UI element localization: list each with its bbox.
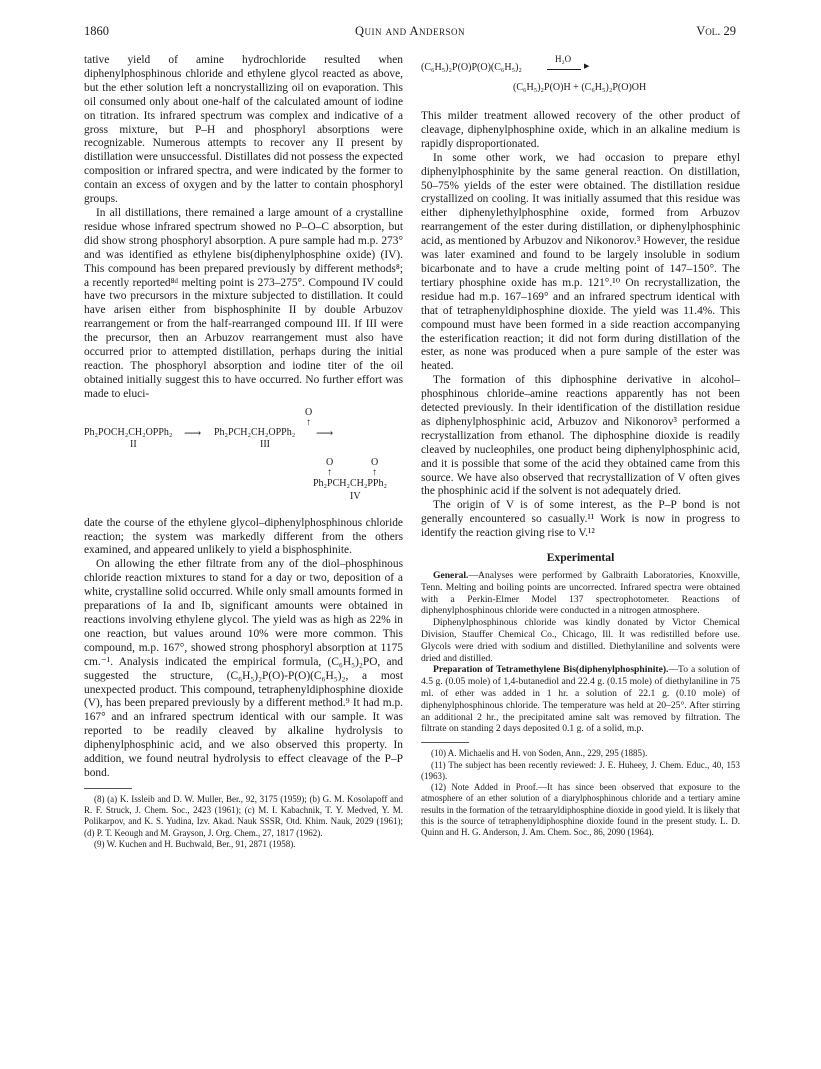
label-IV: IV — [350, 490, 361, 502]
preparation-heading: Preparation of Tetramethylene Bis(diphenylphosphinite). — [433, 664, 669, 676]
label-III: III — [260, 438, 270, 450]
right-footnotes — [421, 748, 740, 838]
section-title-experimental: Experimental — [546, 551, 615, 565]
equation-reagent: H₂O — [555, 54, 572, 64]
equation-reactant: (C₆H₅)₂P(O)P(O)(C₆H₅)₂ — [421, 62, 522, 73]
footnote-rule-right — [421, 742, 469, 743]
left-paragraph-4: On allowing the ether filtrate from any of the diol–phosphinous chloride reaction mixtures to stand for a day or two, deposition of a white, crystalline solid occurred. While only small amounts formed in preparations of Ia and Ib, significant amounts were obtained in reactions involving ethylene glycol. The yield was as high as 22% in one reaction, but values around 10% were more common. This compound, m.p. 167°, showed strong phosphoryl absorption at 1175 cm.⁻¹. Analysis indicated the empirical formula, (C₆H₅)₂PO, and suggested the structure, (C₆H₅)₂P(O)-P(O)(C₆H₅)₂, a most unexpected product. This compound, tetraphenyldiphosphine dioxide (V), has been prepared previously by a different method.⁹ It had m.p. 167° and an infrared spectrum identical with our sample. It was reported to be readily cleaved by alkaline hydrolysis to diphenylphosphinic acid, and we also observed this property. In addition, we found neutral hydrolysis to effect cleavage of the P–P bond. — [84, 558, 403, 779]
experimental-preparation — [421, 664, 740, 735]
footnote-9: (9) W. Kuchen and H. Buchwald, Ber., 91, 2871 (1958). — [94, 839, 296, 850]
equation-products: (C₆H₅)₂P(O)H + (C₆H₅)₂P(O)OH — [513, 82, 647, 93]
left-footnotes — [84, 794, 403, 850]
arrow-up-III: ↑ — [306, 416, 311, 428]
hydrolysis-equation — [421, 54, 740, 106]
right-paragraph-4: The origin of V is of some interest, as the P–P bond is not generally encountered so casually.¹¹ Work is now in progress to identify the reaction giving rise to V.¹² — [421, 499, 740, 540]
experimental-materials: Diphenylphosphinous chloride was kindly donated by Victor Chemical Division, Stauffer Chemical Co., Chicago, Ill. It was redistilled before use. Glycols were dried with sodium and distilled. Diethylaniline and solvents were dried and distilled. — [421, 617, 740, 664]
experimental-body — [421, 570, 740, 735]
oxygen-label-IV-b: O — [371, 456, 379, 468]
reaction-scheme — [84, 407, 403, 509]
left-paragraph-3: date the course of the ethylene glycol–diphenylphosphinous chloride reaction; the system was markedly different from the others examined, and appeared unlikely to yield a bisphosphinite. — [84, 516, 403, 557]
footnote-8: (8) (a) K. Issleib and D. W. Muller, Ber., 92, 3175 (1959); (b) G. M. Kosolapoff and R. F. Struck, J. Chem. Soc., 2423 (1961); (c) M. I. Kabachnik, T. Y. Medved, Y. M. Polikarpov, and K. S. Yudina, Izv. Akad. Nauk SSSR, Otd. Khim. Nauk, 2029 (1961); (d) P. T. Keough and M. Grayson, J. Org. Chem., 27, 1817 (1962). — [84, 793, 403, 838]
footnote-10: (10) A. Michaelis and H. von Soden, Ann., 229, 295 (1885). — [431, 748, 648, 759]
footnote-11: (11) The subject has been recently reviewed: J. E. Huheey, J. Chem. Educ., 40, 153 (1963). — [421, 759, 740, 781]
footnote-12: (12) Note Added in Proof.—It has since been observed that exposure to the atmosphere of an ether solution of a diarylphosphinous chloride and a tertiary amine results in the formation of the tetraaryldiphosphine dioxide in good yield. It is likely that this is the source of tetraphenyldiphosphine dioxide found in the present study. L. D. Quinn and H. G. Anderson, J. Am. Chem. Soc., 86, 2090 (1964). — [421, 782, 740, 838]
arrow-up-IV-a: ↑ — [327, 466, 332, 478]
right-paragraph-2: In some other work, we had occasion to prepare ethyl diphenylphosphinite by the same general reaction. On distillation, 50–75% yields of the ester were obtained. The distillation residue crystallized on cooling. It was initially assumed that this residue was either diphenylethylphosphine oxide, formed from Arbuzov rearrangement of the ester during distillation, or diphenylphosphinic acid, as mentioned by Arbuzov and Nikonorov.³ However, the residue was later examined and found to be largely insoluble in sodium bicarbonate and to have a crude melting point of 147–150°. The tertiary phosphine oxide has m.p. 121°.¹⁰ On recrystallization, the residue had m.p. 167–169° and an infrared spectrum identical with that of tetraphenyldiphosphine dioxide. The yield was 11.4%. This compound must have been formed in a side reaction accompanying the esterification reaction; it did not form during distillation of the ester, as none was produced when a pure sample of the ester was heated. — [421, 151, 740, 373]
general-heading: General. — [433, 570, 469, 582]
compound-III: Ph₂PCH₂CH₂OPPh₂ — [214, 426, 296, 438]
preparation-text: —To a solution of 4.5 g. (0.05 mole) of 1,4-butanediol and 22.4 g. (0.15 mole) of diethylaniline in 75 ml. of ether was added in 1 hr. a solution of 22.1 g. (0.10 mole) of diphenylphosphinous chloride. The temperature was held at 20–25°. After stirring an additional 2 hr., the precipitated amine salt was removed by filtration. The filtrate on standing 2 days deposited 0.1 g. of a solid, m.p. — [421, 664, 740, 735]
running-head: Quin and Anderson — [354, 24, 466, 38]
page-header — [84, 24, 736, 44]
compound-II: Ph₂POCH₂CH₂OPPh₂ — [84, 426, 173, 438]
right-paragraph-1: This milder treatment allowed recovery of the other product of cleavage, diphenylphosphine oxide, which in an alkaline medium is rapidly disproportionated. — [421, 110, 740, 150]
footnote-rule — [84, 788, 132, 789]
general-text: —Analyses were performed by Galbraith Laboratories, Knoxville, Tenn. Melting and boiling points are uncorrected. Infrared spectra were obtained with a Perkin-Elmer Model 137 spectrophotometer. Reactions of diphenylphosphinous chloride were conducted in a nitrogen atmosphere. — [421, 570, 740, 617]
equation-arrowhead: ▶ — [584, 62, 590, 70]
reaction-arrow-2: ⟶ — [316, 425, 334, 440]
volume-label: Vol. 29 — [696, 24, 736, 38]
left-column — [84, 54, 403, 850]
page-number: 1860 — [84, 24, 109, 38]
label-II: II — [130, 438, 137, 450]
arrow-up-IV-b: ↑ — [372, 466, 377, 478]
oxygen-label-IV-a: O — [326, 456, 334, 468]
oxygen-label-III: O — [305, 406, 313, 418]
left-paragraph-1: tative yield of amine hydrochloride resulted when diphenylphosphinous chloride and ethylene glycol reacted as above, but the ether solution left a noncrystallizing oil on evaporation. This oil consumed only about one-half of the calculated amount of iodine on titration. Its infrared spectrum was complex and indicative of a gross mixture, but P–H and phosphoryl absorptions were recognizable. Numerous attempts to recover any II present by distillation were unsuccessful. Distillates did not possess the expected composition or infrared spectra, and were indicated by the former to contain an excess of oxygen and by the latter to contain phosphoryl groups. — [84, 54, 403, 206]
right-column — [421, 54, 740, 839]
left-paragraph-2: In all distillations, there remained a large amount of a crystalline residue whose infrared spectrum showed no P–O–C absorption, but did show strong phosphoryl absorption. A pure sample had m.p. 273° and was identified as ethylene bis(diphenylphosphine oxide) (IV). This compound has been prepared previously by different methods⁸; a recently reported⁸ᵈ melting point is 273–275°. Compound IV could have two precursors in the mixture subjected to distillation. It could have arisen either from bisphosphinite II by double Arbuzov rearrangement or from the half-rearranged compound III. If III were the precursor, then an Arbuzov rearrangement must also have occurred prior to attempted distillation, perhaps during the initial reaction. The phosphoryl absorption and iodine titer of the oil obtained initially suggest this to have occurred. No further effort was made to eluci- — [84, 206, 403, 400]
compound-IV: Ph₂PCH₂CH₂PPh₂ — [313, 477, 387, 489]
reaction-arrow-1: ⟶ — [184, 425, 202, 440]
equation-arrow — [547, 69, 581, 70]
experimental-general — [421, 570, 740, 617]
right-paragraph-3: The formation of this diphosphine derivative in alcohol–phosphinous chloride–amine reactions apparently has not been detected previously. In their identification of the distillation residue as diphenylphosphinic acid, Arbuzov and Nikonorov³ performed a recrystallization from ethanol. The diphosphine dioxide is readily cleaved by nucleophiles, one product being diphenylphosphinic acid, and it is possible that some of the acid they obtained came from this source. We have also observed that recrystallization of V often gives the phosphinic acid if the solvent is not adequately dried. — [421, 374, 740, 498]
